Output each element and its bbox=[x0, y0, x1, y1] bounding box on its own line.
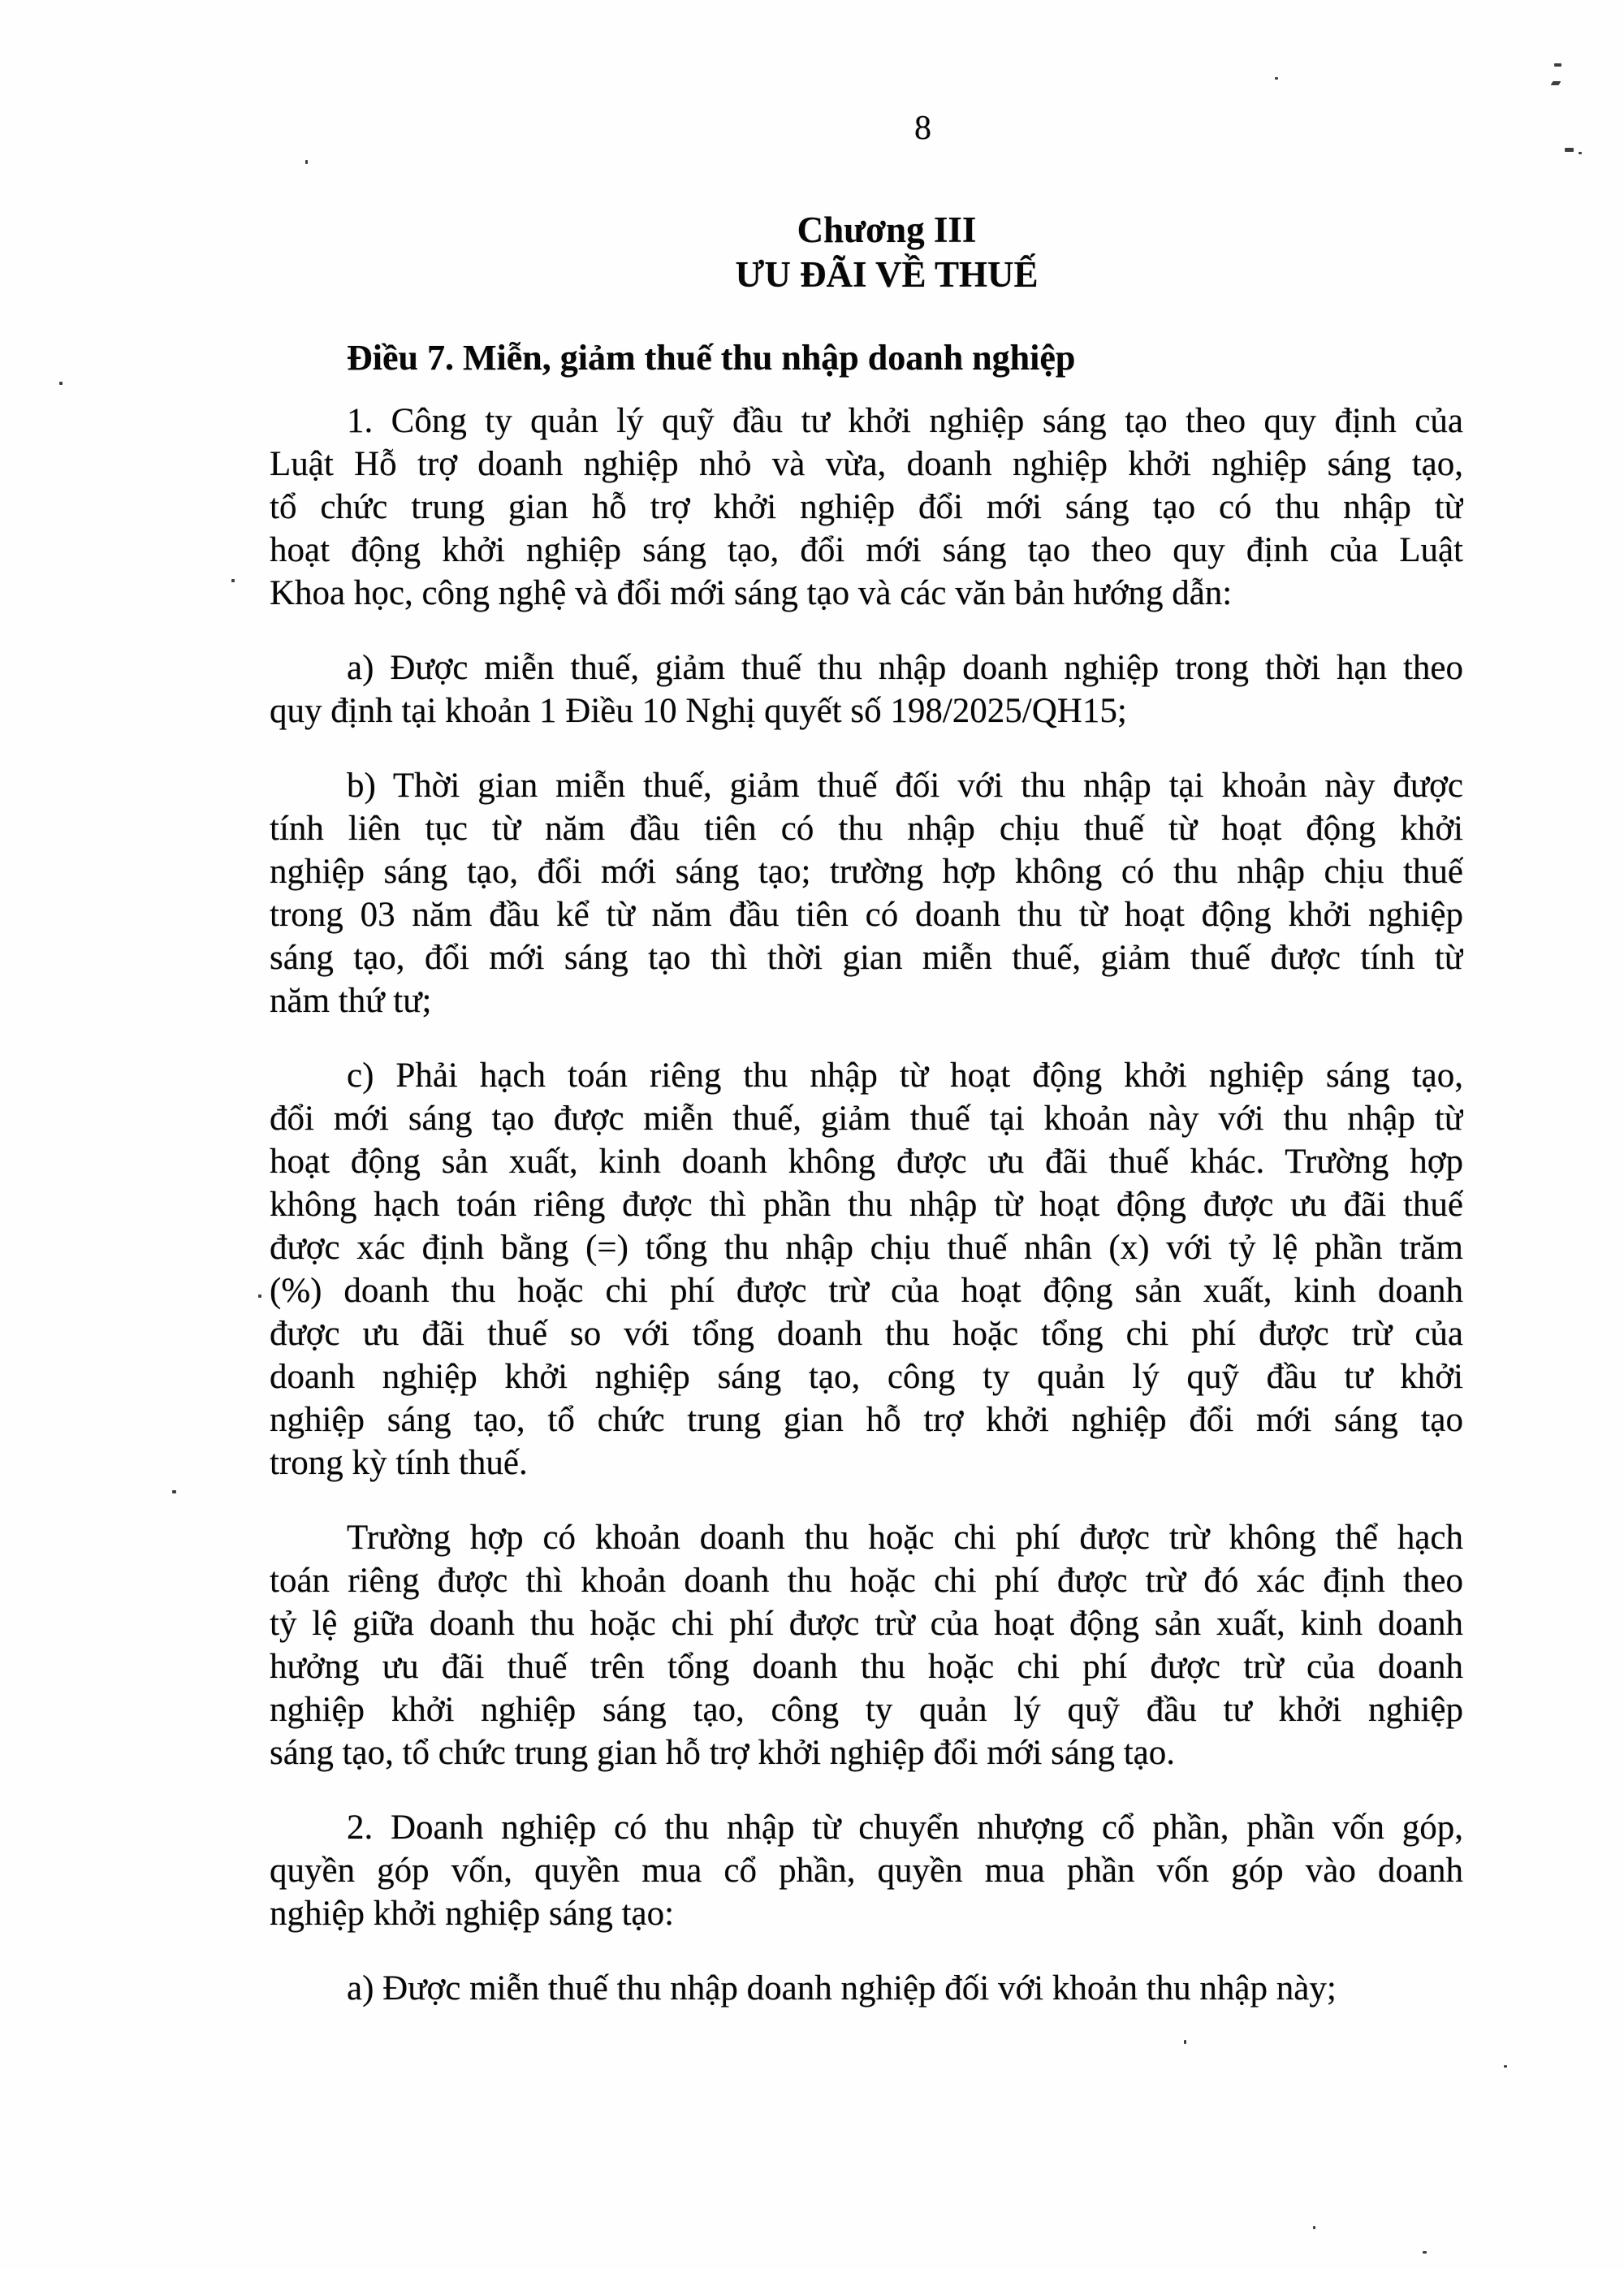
scan-speck bbox=[1565, 148, 1574, 152]
text-line: Luật Hỗ trợ doanh nghiệp nhỏ và vừa, doanh nghiệp khởi nghiệp sáng tạo, bbox=[270, 445, 1463, 483]
chapter-title: ƯU ĐÃI VỀ THUẾ bbox=[735, 254, 1039, 295]
scan-speck bbox=[1579, 152, 1582, 154]
text-line: nghiệp sáng tạo, đổi mới sáng tạo; trường hợp không có thu nhập chịu thuế bbox=[270, 853, 1463, 891]
scan-speck bbox=[1275, 77, 1278, 80]
text-line: nghiệp khởi nghiệp sáng tạo, công ty quản lý quỹ đầu tư khởi nghiệp bbox=[270, 1691, 1463, 1729]
text-line: doanh nghiệp khởi nghiệp sáng tạo, công ty quản lý quỹ đầu tư khởi bbox=[270, 1358, 1463, 1396]
text-line: đổi mới sáng tạo được miễn thuế, giảm thuế tại khoản này với thu nhập từ bbox=[270, 1100, 1463, 1138]
text-line: trong 03 năm đầu kể từ năm đầu tiên có doanh thu từ hoạt động khởi nghiệp bbox=[270, 896, 1463, 934]
paragraph bbox=[270, 764, 1463, 1022]
text-line: tính liên tục từ năm đầu tiên có thu nhập chịu thuế từ hoạt động khởi bbox=[270, 810, 1463, 848]
paragraph bbox=[270, 1806, 1463, 1935]
text-line: hoạt động sản xuất, kinh doanh không được ưu đãi thuế khác. Trường hợp bbox=[270, 1143, 1463, 1181]
scan-speck bbox=[1184, 2040, 1186, 2044]
text-line: được xác định bằng (=) tổng thu nhập chịu thuế nhân (x) với tỷ lệ phần trăm bbox=[270, 1229, 1463, 1267]
text-line: sáng tạo, đổi mới sáng tạo thì thời gian miễn thuế, giảm thuế được tính từ bbox=[270, 939, 1463, 977]
scan-speck bbox=[172, 1490, 176, 1493]
article-heading: Điều 7. Miễn, giảm thuế thu nhập doanh nghiệp bbox=[347, 338, 1076, 378]
text-line: hoạt động khởi nghiệp sáng tạo, đổi mới sáng tạo theo quy định của Luật bbox=[270, 531, 1463, 569]
scan-speck bbox=[1551, 81, 1561, 85]
scan-speck bbox=[1423, 2251, 1427, 2254]
scan-speck bbox=[59, 382, 63, 385]
text-line: được ưu đãi thuế so với tổng doanh thu hoặc tổng chi phí được trừ của bbox=[270, 1315, 1463, 1353]
text-line: quy định tại khoản 1 Điều 10 Nghị quyết số 198/2025/QH15; bbox=[270, 692, 1127, 730]
paragraph bbox=[270, 1516, 1463, 1774]
text-line: Khoa học, công nghệ và đổi mới sáng tạo và các văn bản hướng dẫn: bbox=[270, 574, 1233, 612]
paragraph bbox=[270, 646, 1463, 733]
text-line: a) Được miễn thuế, giảm thuế thu nhập doanh nghiệp trong thời hạn theo bbox=[347, 649, 1463, 687]
scan-speck bbox=[231, 579, 235, 582]
paragraph bbox=[270, 400, 1463, 615]
scan-speck bbox=[1313, 2226, 1315, 2229]
scan-speck bbox=[258, 1294, 261, 1298]
text-line: trong kỳ tính thuế. bbox=[270, 1444, 528, 1482]
paragraph bbox=[270, 1967, 1463, 2010]
chapter-label: Chương III bbox=[797, 210, 977, 250]
text-line: toán riêng được thì khoản doanh thu hoặc chi phí được trừ đó xác định theo bbox=[270, 1562, 1463, 1600]
text-line: 1. Công ty quản lý quỹ đầu tư khởi nghiệp sáng tạo theo quy định của bbox=[347, 402, 1463, 440]
text-line: c) Phải hạch toán riêng thu nhập từ hoạt động khởi nghiệp sáng tạo, bbox=[347, 1057, 1463, 1095]
text-line: b) Thời gian miễn thuế, giảm thuế đối với thu nhập tại khoản này được bbox=[347, 767, 1463, 805]
text-line: quyền góp vốn, quyền mua cổ phần, quyền mua phần vốn góp vào doanh bbox=[270, 1852, 1463, 1890]
scan-speck bbox=[1554, 63, 1561, 67]
text-line: nghiệp khởi nghiệp sáng tạo: bbox=[270, 1895, 675, 1933]
text-line: a) Được miễn thuế thu nhập doanh nghiệp đối với khoản thu nhập này; bbox=[347, 1969, 1337, 2008]
text-line: (%) doanh thu hoặc chi phí được trừ của hoạt động sản xuất, kinh doanh bbox=[270, 1272, 1463, 1310]
text-line: nghiệp sáng tạo, tổ chức trung gian hỗ trợ khởi nghiệp đổi mới sáng tạo bbox=[270, 1401, 1463, 1439]
text-line: Trường hợp có khoản doanh thu hoặc chi phí được trừ không thể hạch bbox=[347, 1519, 1463, 1557]
text-line: năm thứ tư; bbox=[270, 982, 432, 1020]
article-body bbox=[270, 400, 1463, 2010]
text-line: hưởng ưu đãi thuế trên tổng doanh thu hoặc chi phí được trừ của doanh bbox=[270, 1648, 1463, 1686]
chapter-heading bbox=[290, 208, 1484, 297]
text-line: tỷ lệ giữa doanh thu hoặc chi phí được trừ của hoạt động sản xuất, kinh doanh bbox=[270, 1605, 1463, 1643]
scan-speck bbox=[1504, 2065, 1507, 2068]
page-number: 8 bbox=[914, 110, 931, 147]
text-line: không hạch toán riêng được thì phần thu nhập từ hoạt động được ưu đãi thuế bbox=[270, 1186, 1463, 1224]
text-line: 2. Doanh nghiệp có thu nhập từ chuyển nhượng cổ phần, phần vốn góp, bbox=[347, 1809, 1463, 1847]
text-line: tổ chức trung gian hỗ trợ khởi nghiệp đổi mới sáng tạo có thu nhập từ bbox=[270, 488, 1463, 526]
paragraph bbox=[270, 1054, 1463, 1485]
scan-speck bbox=[305, 160, 308, 164]
text-line: sáng tạo, tổ chức trung gian hỗ trợ khởi nghiệp đổi mới sáng tạo. bbox=[270, 1734, 1175, 1772]
